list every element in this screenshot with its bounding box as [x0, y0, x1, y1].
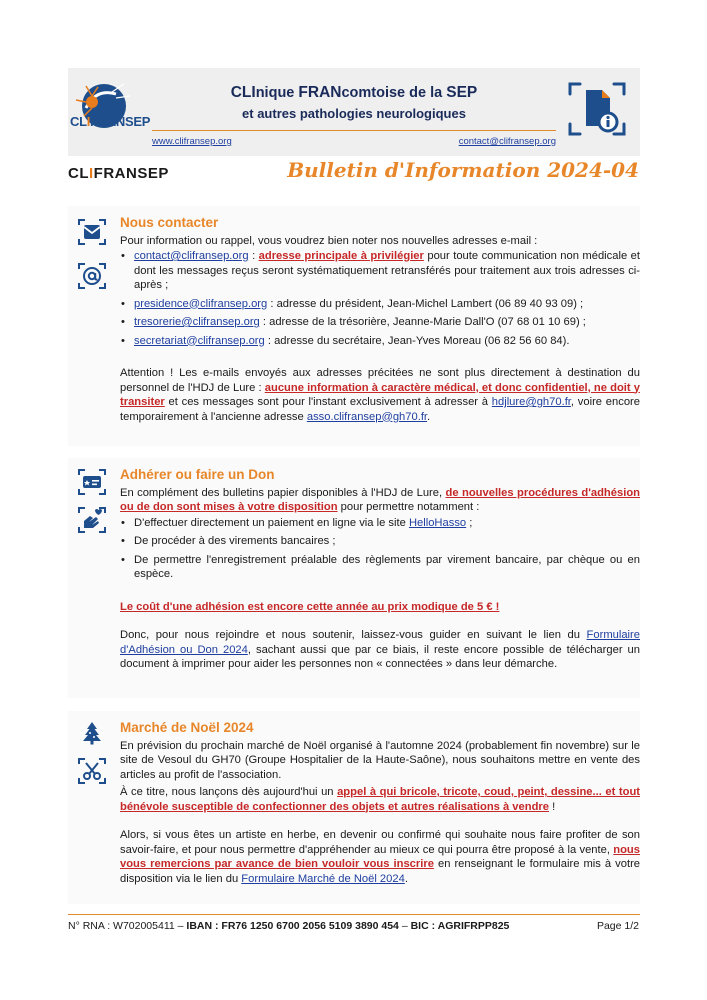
adherer-intro: En complément des bulletins papier disponibles à l'HDJ de Lure, de nouvelles procédures d'adhésion ou de don sont mises à votre disposition pour permettre notamment : [120, 486, 640, 513]
brand-name: CLIFRANSEP [68, 165, 169, 182]
contact-email-link[interactable]: contact@clifransep.org [458, 136, 556, 147]
membership-card-icon [76, 466, 108, 498]
email-list [120, 249, 640, 348]
page-header [68, 68, 640, 156]
logo-text: CLIFRANSEP [70, 114, 151, 129]
noel-signup-paragraph: Alors, si vous êtes un artiste en herbe, en devenir ou confirmé qui souhaite nous faire profiter de son savoir-faire, et pour nous permettre d'appréhender au mieux ce qui pourra être proposé à la vente, nous vous remercions par avance de bien vouloir vous inscrire en renseignant le formulaire mis à votre disposition via le lien du Formulaire Marché de Noël 2024. [120, 829, 641, 885]
presidence-email-link[interactable]: presidence@clifransep.org [134, 297, 268, 310]
page-subtitle: et autres pathologies neurologiques [242, 106, 466, 121]
contact-intro: Pour information ou rappel, vous voudrez bien noter nos nouvelles adresses e-mail : [120, 234, 538, 247]
at-sign-icon [76, 260, 108, 292]
list-item: • tresorerie@clifransep.org : adresse de la trésorière, Jeanne-Marie Dall'O (07 68 01 10 69) ; [120, 315, 640, 330]
contact-section [68, 206, 640, 446]
attention-paragraph: Attention ! Les e-mails envoyés aux adresses précitées ne sont plus directement à destination du personnel de l'HDJ de Lure : aucune information à caractère médical, et donc confidentiel, ne doit y transiter et ces messages sont pour l'instant exclusivement à adresser à hdjlure@gh70.fr, voire encore temporairement à l'ancienne adresse asso.clifransep@gh70.fr. [120, 367, 640, 423]
hellohasso-link[interactable]: HelloHasso [408, 516, 467, 529]
contact-email-link[interactable]: contact@clifransep.org [134, 250, 249, 262]
membership-price: Le coût d'une adhésion est encore cette année au prix modique de 5 € ! [120, 600, 500, 613]
document-lock-icon [566, 78, 628, 140]
list-item: • De procéder à des virements bancaires ; [120, 534, 640, 549]
adherer-join-paragraph: Donc, pour nous rejoindre et nous soutenir, laissez-vous guider en suivant le lien du Formulaire d'Adhésion ou Don 2024, sachant aussi que par ce biais, il reste encore possible de télécharger un document à imprimer pour aider les personnes non « connectées » dans leur démarche. [120, 629, 640, 670]
christmas-tree-icon [76, 717, 108, 749]
adherer-section [68, 458, 640, 698]
noel-call-paragraph: À ce titre, nous lançons dès aujourd'hui un appel à qui bricole, tricote, coud, peint, dessine... et tout bénévole susceptible de confectionner des objets et autres réalisations à vendre ! [120, 786, 640, 813]
scissors-icon [76, 755, 108, 787]
list-item: • contact@clifransep.org : adresse principale à privilégier pour toute communication non médicale et dont les messages reçus seront systématiquement retransférés pour traitement aux trois adresses ci-après ; [120, 249, 640, 293]
asso-email-link[interactable]: asso.clifransep@gh70.fr [306, 410, 428, 423]
contact-title: Nous contacter [120, 215, 219, 230]
list-item: • D'effectuer directement un paiement en ligne via le site HelloHasso ; [120, 516, 640, 531]
adherer-title: Adhérer ou faire un Don [120, 467, 275, 482]
bulletin-title: Bulletin d'Information 2024-04 [287, 158, 639, 182]
list-item: • secretariat@clifransep.org : adresse du secrétaire, Jean-Yves Moreau (06 82 56 60 84). [120, 334, 640, 349]
adhesion-form-link[interactable]: Formulaire d'Adhésion ou Don 2024 [120, 629, 640, 656]
noel-form-link[interactable]: Formulaire Marché de Noël 2024 [241, 872, 405, 885]
header-divider [152, 130, 556, 131]
envelope-icon [76, 216, 108, 248]
noel-title: Marché de Noël 2024 [120, 720, 254, 735]
page-title: CLInique FRANcomtoise de la SEP [230, 84, 478, 101]
footer-legal: N° RNA : W702005411 – IBAN : FR76 1250 6700 2056 5109 3890 454 – BIC : AGRIFRPP825 [68, 920, 510, 932]
noel-intro: En prévision du prochain marché de Noël organisé à l'automne 2024 (probablement fin novembre) sur le site de Vesoul du GH70 (Groupe Hospitalier de la Haute-Saône), nous souhaitons mettre en vente des articles au profit de l'association. [120, 739, 640, 781]
noel-section [68, 711, 640, 904]
page-number: Page 1/2 [596, 920, 639, 932]
list-item: • presidence@clifransep.org : adresse du président, Jean-Michel Lambert (06 89 40 93 09) ; [120, 297, 640, 312]
hdjlure-email-link[interactable]: hdjlure@gh70.fr [491, 396, 571, 408]
website-link[interactable]: www.clifransep.org [152, 136, 232, 147]
secretariat-email-link[interactable]: secretariat@clifransep.org [134, 334, 265, 347]
list-item: • De permettre l'enregistrement préalable des règlements par virement bancaire, par chèque ou en espèce. [120, 553, 640, 582]
footer-divider [68, 914, 640, 915]
procedures-list [120, 516, 640, 582]
donation-hand-icon [76, 504, 108, 536]
tresorerie-email-link[interactable]: tresorerie@clifransep.org [134, 316, 260, 328]
